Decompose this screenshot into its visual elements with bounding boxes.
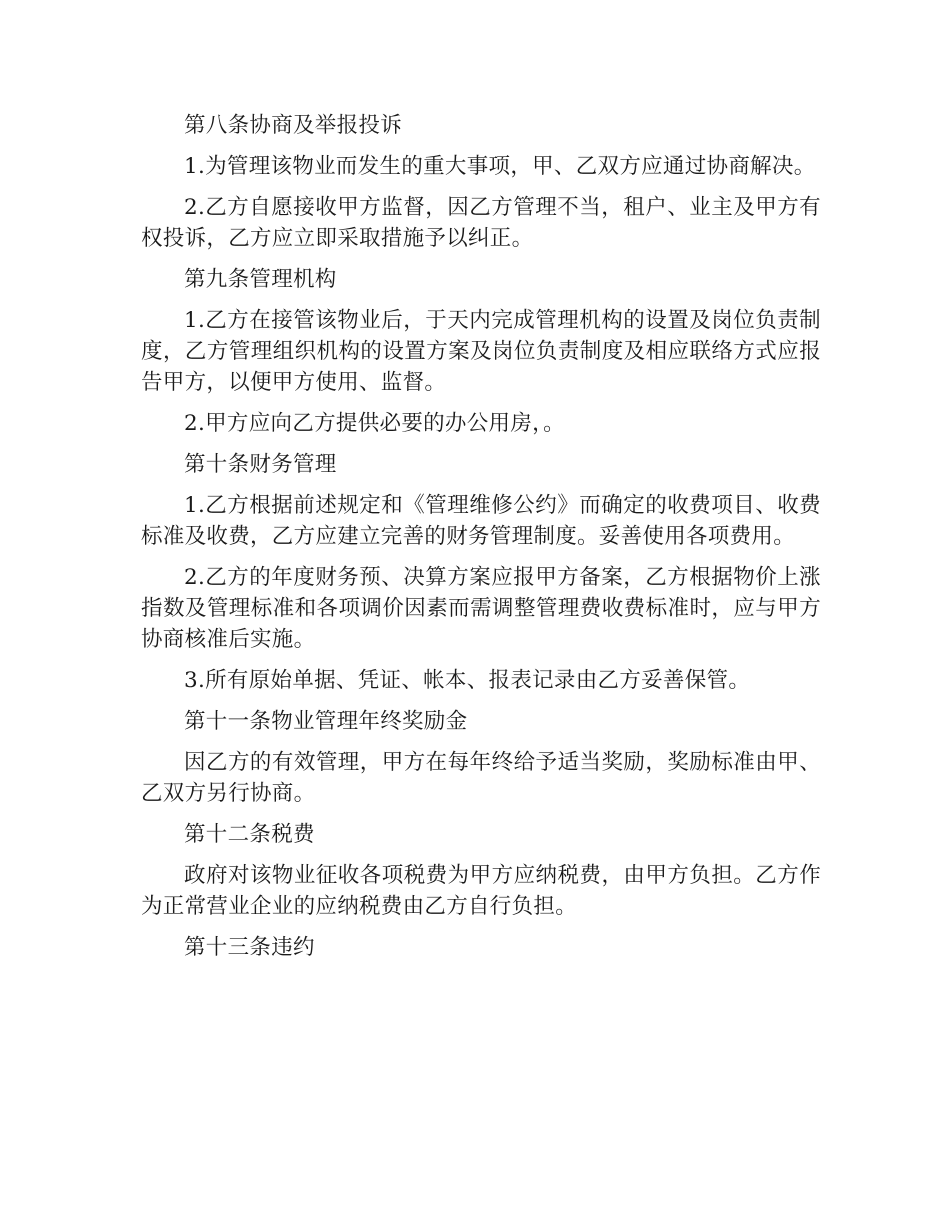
document-body <box>141 110 821 973</box>
article-12-body: 政府对该物业征收各项税费为甲方应纳税费，由甲方负担。乙方作为正常营业企业的应纳税费由乙方自行负担。 <box>141 863 821 919</box>
article-10-clause-3: 3.所有原始单据、凭证、帐本、报表记录由乙方妥善保管。 <box>184 668 751 693</box>
article-heading-9: 第九条管理机构 <box>184 267 337 292</box>
article-9-clause-1: 1.乙方在接管该物业后，于天内完成管理机构的设置及岗位负责制度，乙方管理组织机构的设置方案及岗位负责制度及相应联络方式应报告甲方，以便甲方使用、监督。 <box>141 308 821 395</box>
article-8-clause-1: 1.为管理该物业而发生的重大事项，甲、乙双方应通过协商解决。 <box>184 154 816 179</box>
article-heading-10: 第十条财务管理 <box>184 452 337 477</box>
article-8-clause-2: 2.乙方自愿接收甲方监督，因乙方管理不当，租户、业主及甲方有权投诉，乙方应立即采取措施予以纠正。 <box>141 195 821 251</box>
article-9-clause-2: 2.甲方应向乙方提供必要的办公用房，。 <box>184 411 565 436</box>
article-10-clause-2: 2.乙方的年度财务预、决算方案应报甲方备案，乙方根据物价上涨指数及管理标准和各项调价因素而需调整管理费收费标准时，应与甲方协商核准后实施。 <box>141 565 821 652</box>
article-10-clause-1: 1.乙方根据前述规定和《管理维修公约》而确定的收费项目、收费标准及收费，乙方应建立完善的财务管理制度。妥善使用各项费用。 <box>141 493 821 549</box>
article-heading-12: 第十二条税费 <box>184 822 315 847</box>
article-11-body: 因乙方的有效管理，甲方在每年终给予适当奖励，奖励标准由甲、乙双方另行协商。 <box>141 750 821 806</box>
article-heading-11: 第十一条物业管理年终奖励金 <box>184 709 468 734</box>
article-heading-13: 第十三条违约 <box>184 935 315 960</box>
article-heading-8: 第八条协商及举报投诉 <box>184 113 403 138</box>
